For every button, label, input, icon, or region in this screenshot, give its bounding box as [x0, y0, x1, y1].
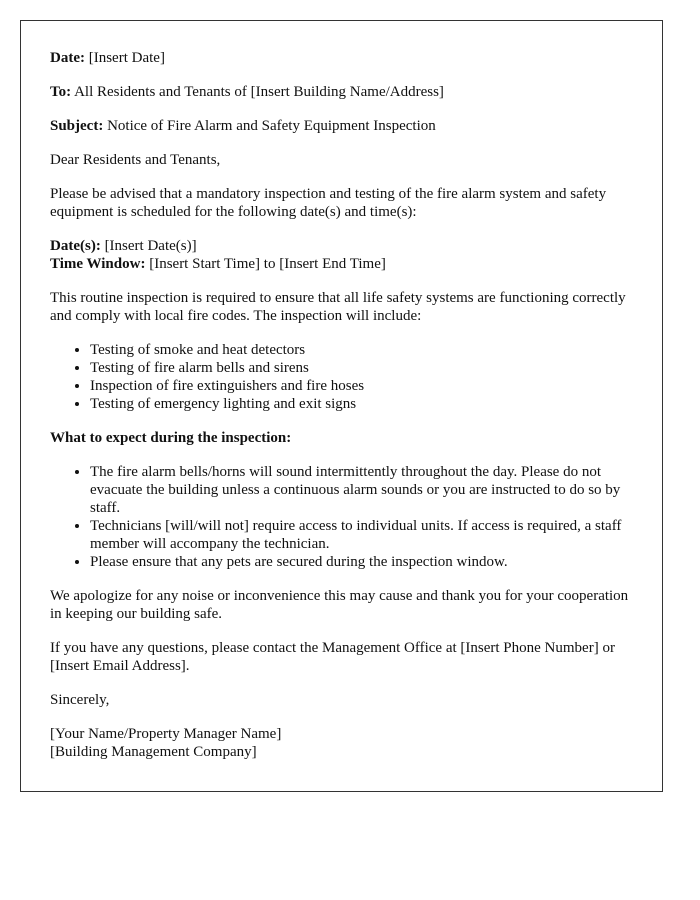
date-line	[50, 49, 633, 67]
expect-heading-text: What to expect during the inspection:	[50, 430, 292, 446]
notice-letter	[20, 20, 663, 792]
intro-paragraph: Please be advised that a mandatory inspection and testing of the fire alarm system and safety equipment is scheduled for the following date(s) and time(s):	[50, 186, 607, 220]
date-value: [Insert Date]	[88, 50, 165, 66]
list-item: • Testing of fire alarm bells and sirens	[90, 359, 633, 377]
time-window-label: Time Window:	[50, 256, 146, 272]
subject-value: Notice of Fire Alarm and Safety Equipment Inspection	[107, 118, 436, 134]
expect-heading	[50, 429, 633, 447]
subject-line	[50, 117, 633, 135]
list-item: • Testing of emergency lighting and exit signs	[90, 395, 633, 413]
apology-paragraph: We apologize for any noise or inconvenience this may cause and thank you for your cooperation in keeping our building safe.	[50, 588, 629, 622]
dates-label: Date(s):	[50, 238, 101, 254]
signature-name: [Your Name/Property Manager Name]	[50, 726, 282, 742]
list-item: • The fire alarm bells/horns will sound intermittently throughout the day. Please do not evacuate the building unless a continuous alarm sounds or you are instructed to do so by staff.	[90, 463, 633, 517]
dates-line	[50, 238, 197, 254]
signature-block	[50, 725, 633, 761]
closing: Sincerely,	[50, 692, 110, 708]
expect-items-list	[50, 463, 633, 571]
contact-paragraph: If you have any questions, please contact the Management Office at [Insert Phone Number] or [Insert Email Address].	[50, 640, 615, 674]
dates-value: [Insert Date(s)]	[104, 238, 197, 254]
subject-label: Subject:	[50, 118, 104, 134]
purpose-paragraph: This routine inspection is required to ensure that all life safety systems are functioning correctly and comply with local fire codes. The inspection will include:	[50, 290, 626, 324]
time-window-line	[50, 256, 386, 272]
to-line	[50, 83, 633, 101]
salutation: Dear Residents and Tenants,	[50, 152, 221, 168]
inspection-items-list	[50, 341, 633, 413]
signature-company: [Building Management Company]	[50, 744, 257, 760]
to-value: All Residents and Tenants of [Insert Building Name/Address]	[74, 84, 444, 100]
list-item: • Testing of smoke and heat detectors	[90, 341, 633, 359]
date-label: Date:	[50, 50, 85, 66]
time-window-value: [Insert Start Time] to [Insert End Time]	[149, 256, 386, 272]
list-item: • Please ensure that any pets are secured during the inspection window.	[90, 553, 633, 571]
to-label: To:	[50, 84, 72, 100]
list-item: • Technicians [will/will not] require access to individual units. If access is required, a staff member will accompany the technician.	[90, 517, 633, 553]
list-item: • Inspection of fire extinguishers and fire hoses	[90, 377, 633, 395]
schedule-block	[50, 237, 633, 273]
